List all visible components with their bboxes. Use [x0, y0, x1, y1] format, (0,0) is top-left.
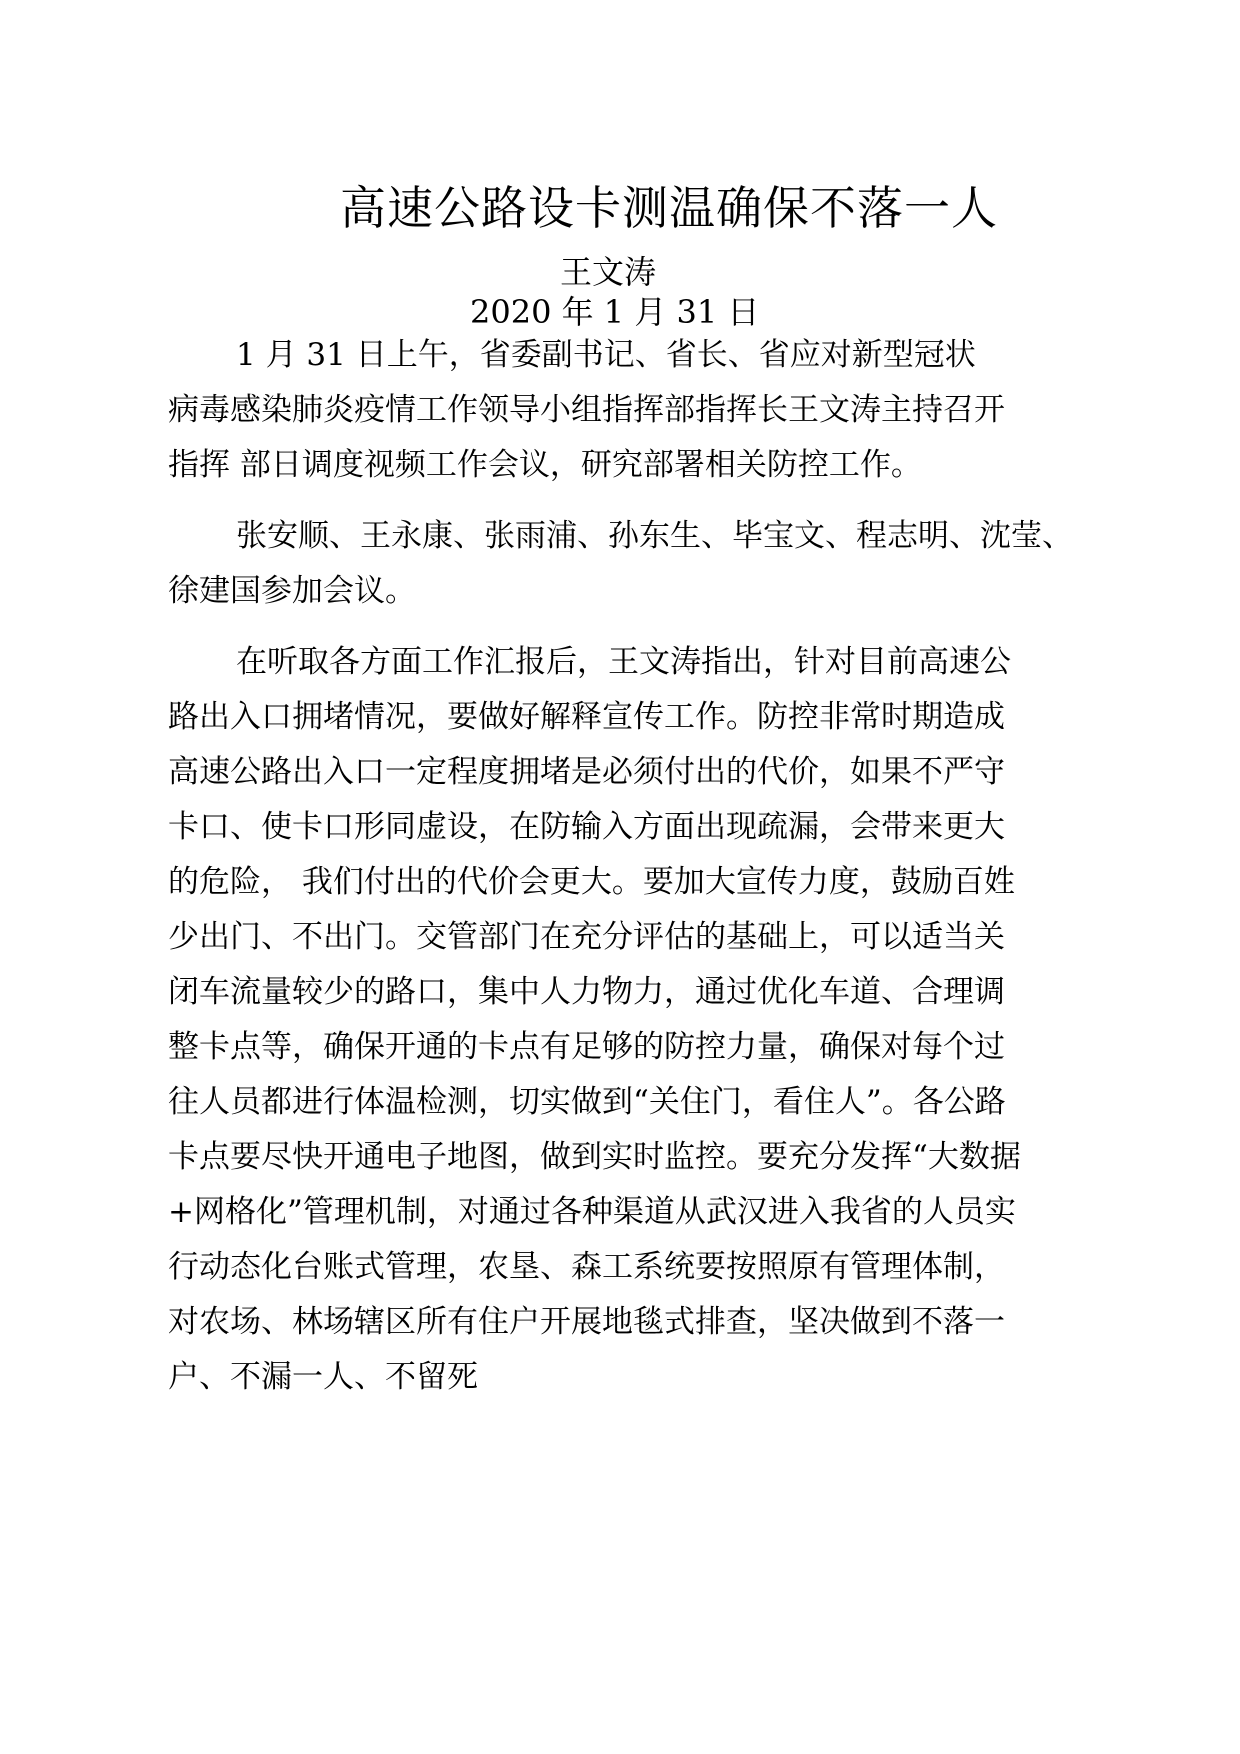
paragraph-line: +网格化”管理机制，对通过各种渠道从武汉进入我省的人员实: [168, 1194, 1016, 1230]
paragraph-line: 少出门、不出门。交管部门在充分评估的基础上，可以适当关: [168, 919, 1005, 955]
paragraph-line: 1 月 31 日上午，省委副书记、省长、省应对新型冠状: [236, 337, 976, 373]
paragraph-line: 闭车流量较少的路口，集中人力物力，通过优化车道、合理调: [168, 974, 1005, 1010]
paragraph-line: 指挥 部日调度视频工作会议，研究部署相关防控工作。: [168, 447, 922, 483]
paragraph-line: 在听取各方面工作汇报后，王文涛指出，针对目前高速公: [236, 644, 1011, 680]
paragraph-line: 行动态化台账式管理，农垦、森工系统要按照原有管理体制，: [168, 1249, 1005, 1285]
paragraph-line: 高速公路出入口一定程度拥堵是必须付出的代价，如果不严守: [168, 754, 1005, 790]
paragraph-line: 病毒感染肺炎疫情工作领导小组指挥部指挥长王文涛主持召开: [168, 392, 1005, 428]
paragraph-line: 路出入口拥堵情况，要做好解释宣传工作。防控非常时期造成: [168, 699, 1005, 735]
document-title: 高速公路设卡测温确保不落一人: [340, 181, 998, 235]
paragraph-line: 整卡点等，确保开通的卡点有足够的防控力量，确保对每个过: [168, 1029, 1005, 1065]
paragraph-1: [168, 328, 1048, 493]
paragraph-line: 对农场、林场辖区所有住户开展地毯式排查，坚决做到不落一: [168, 1304, 1005, 1340]
paragraph-line: 的危险， 我们付出的代价会更大。要加大宣传力度，鼓励百姓: [168, 864, 1015, 900]
paragraph-line: 卡口、使卡口形同虚设，在防输入方面出现疏漏，会带来更大: [168, 809, 1005, 845]
paragraph-line: 卡点要尽快开通电子地图，做到实时监控。要充分发挥“大数据: [168, 1139, 1021, 1175]
document-body: [168, 328, 1073, 1409]
document-author: 王文涛: [560, 253, 657, 291]
paragraph-line: 徐建国参加会议。: [168, 573, 416, 609]
paragraph-line: 张安顺、王永康、张雨浦、孙东生、毕宝文、程志明、沈莹、: [236, 518, 1073, 554]
paragraph-3: [168, 635, 1048, 1405]
paragraph-line: 户、不漏一人、不留死: [168, 1359, 478, 1395]
paragraph-2: [168, 509, 1073, 619]
document-date: 2020 年 1 月 31 日: [470, 293, 760, 331]
paragraph-line: 往人员都进行体温检测，切实做到“关住门，看住人”。各公路: [168, 1084, 1006, 1120]
